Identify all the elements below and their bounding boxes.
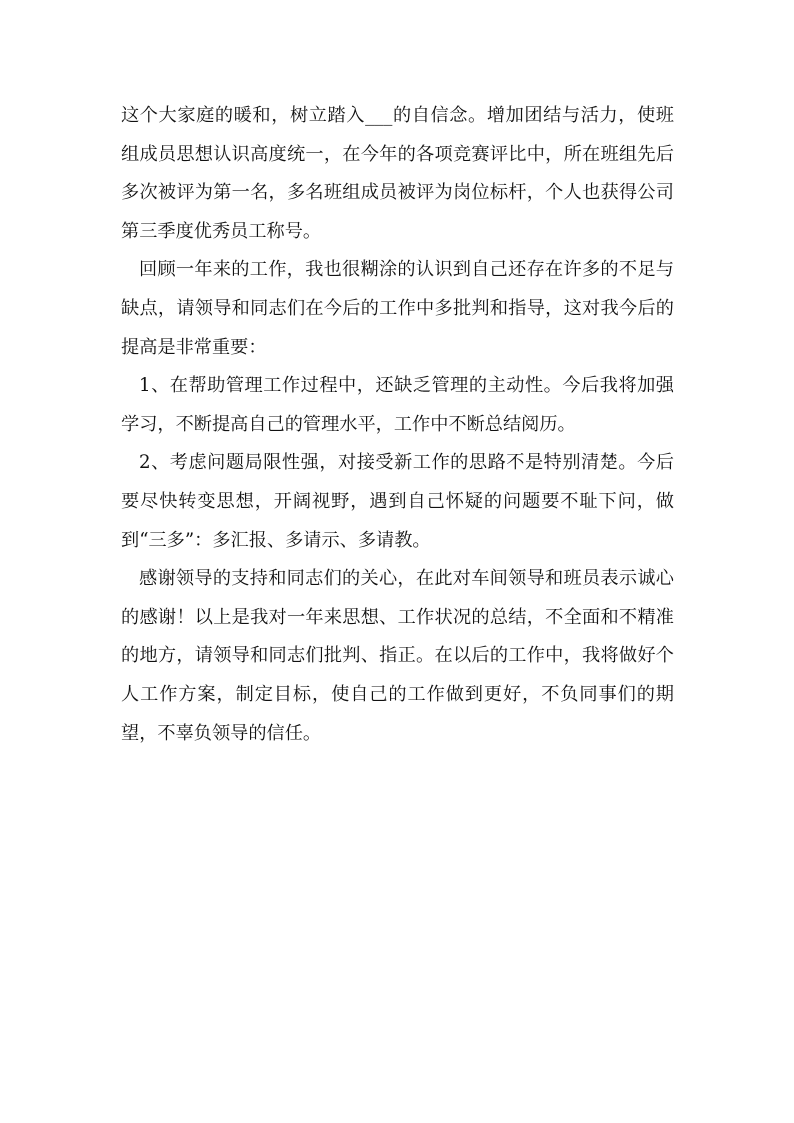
paragraph-review: 回顾一年来的工作，我也很糊涂的认识到自己还存在许多的不足与缺点，请领导和同志们在今后的工作中多批判和指导，这对我今后的提高是非常重要： [121, 259, 674, 358]
paragraph-point-2: 2、考虑问题局限性强，对接受新工作的思路不是特别清楚。今后要尽快转变思想，开阔视野，遇到自己怀疑的问题要不耻下问，做到“三多”：多汇报、多请示、多请教。 [121, 452, 674, 551]
paragraph-intro: 这个大家庭的暖和，树立踏入___的自信念。增加团结与活力，使班组成员思想认识高度统一，在今年的各项竞赛评比中，所在班组先后多次被评为第一名，多名班组成员被评为岗位标杆，个人也获得公司第三季度优秀员工称号。 [121, 105, 674, 242]
paragraph-closing: 感谢领导的支持和同志们的关心，在此对车间领导和班员表示诚心的感谢！以上是我对一年来思想、工作状况的总结，不全面和不精准的地方，请领导和同志们批判、指正。在以后的工作中，我将做好个人工作方案，制定目标，使自己的工作做到更好，不负同事们的期望，不辜负领导的信任。 [121, 568, 674, 744]
paragraph-point-1: 1、在帮助管理工作过程中，还缺乏管理的主动性。今后我将加强学习，不断提高自己的管理水平，工作中不断总结阅历。 [121, 375, 674, 435]
document-body [121, 97, 674, 753]
